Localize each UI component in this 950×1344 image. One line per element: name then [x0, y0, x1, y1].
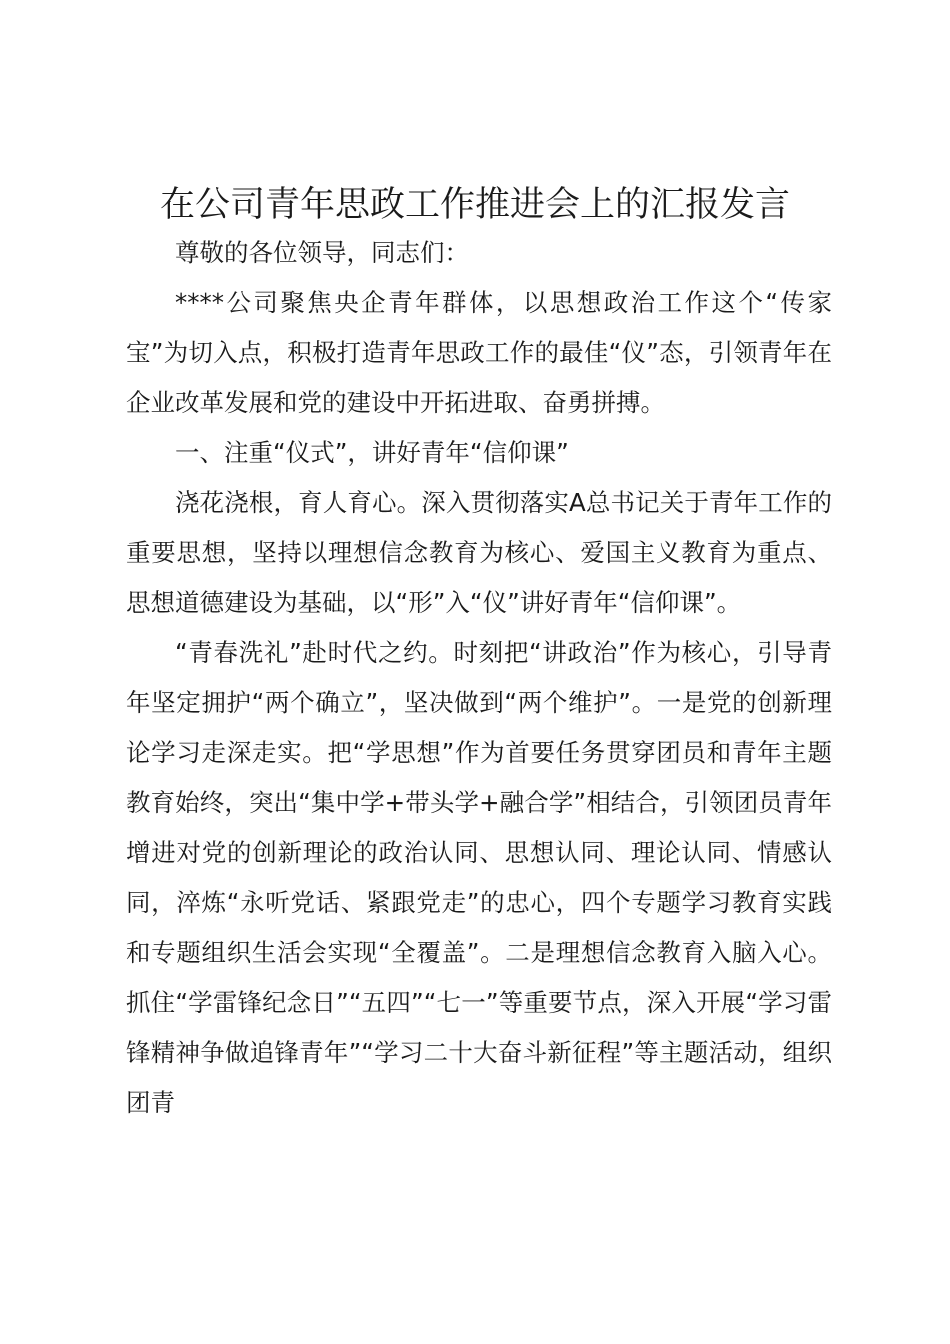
- document-body: [126, 228, 832, 1128]
- document-title: 在公司青年思政工作推进会上的汇报发言: [159, 185, 790, 225]
- body-paragraph: “青春洗礼”赴时代之约。时刻把“讲政治”作为核心，引导青年坚定拥护“两个确立”，坚决做到“两个维护”。一是党的创新理论学习走深走实。把“学思想”作为首要任务贯穿团员和青年主题教育始终，突出“集中学+带头学+融合学”相结合，引领团员青年增进对党的创新理论的政治认同、思想认同、理论认同、情感认同，淬炼“永听党话、紧跟党走”的忠心，四个专题学习教育实践和专题组织生活会实现“全覆盖”。二是理想信念教育入脑入心。抓住“学雷锋纪念日”“五四”“七一”等重要节点，深入开展“学习雷锋精神争做追锋青年”“学习二十大奋斗新征程”等主题活动，组织团青: [126, 638, 832, 1117]
- section-heading: 一、注重“仪式”，讲好青年“信仰课”: [175, 438, 569, 467]
- body-paragraph: 浇花浇根，育人育心。深入贯彻落实A总书记关于青年工作的重要思想，坚持以理想信念教育为核心、爱国主义教育为重点、思想道德建设为基础，以“形”入“仪”讲好青年“信仰课”。: [126, 488, 832, 617]
- greeting-paragraph: 尊敬的各位领导，同志们：: [175, 238, 469, 267]
- intro-paragraph: ****公司聚焦央企青年群体，以思想政治工作这个“传家宝”为切入点，积极打造青年思政工作的最佳“仪”态，引领青年在企业改革发展和党的建设中开拓进取、奋勇拼搏。: [126, 288, 832, 417]
